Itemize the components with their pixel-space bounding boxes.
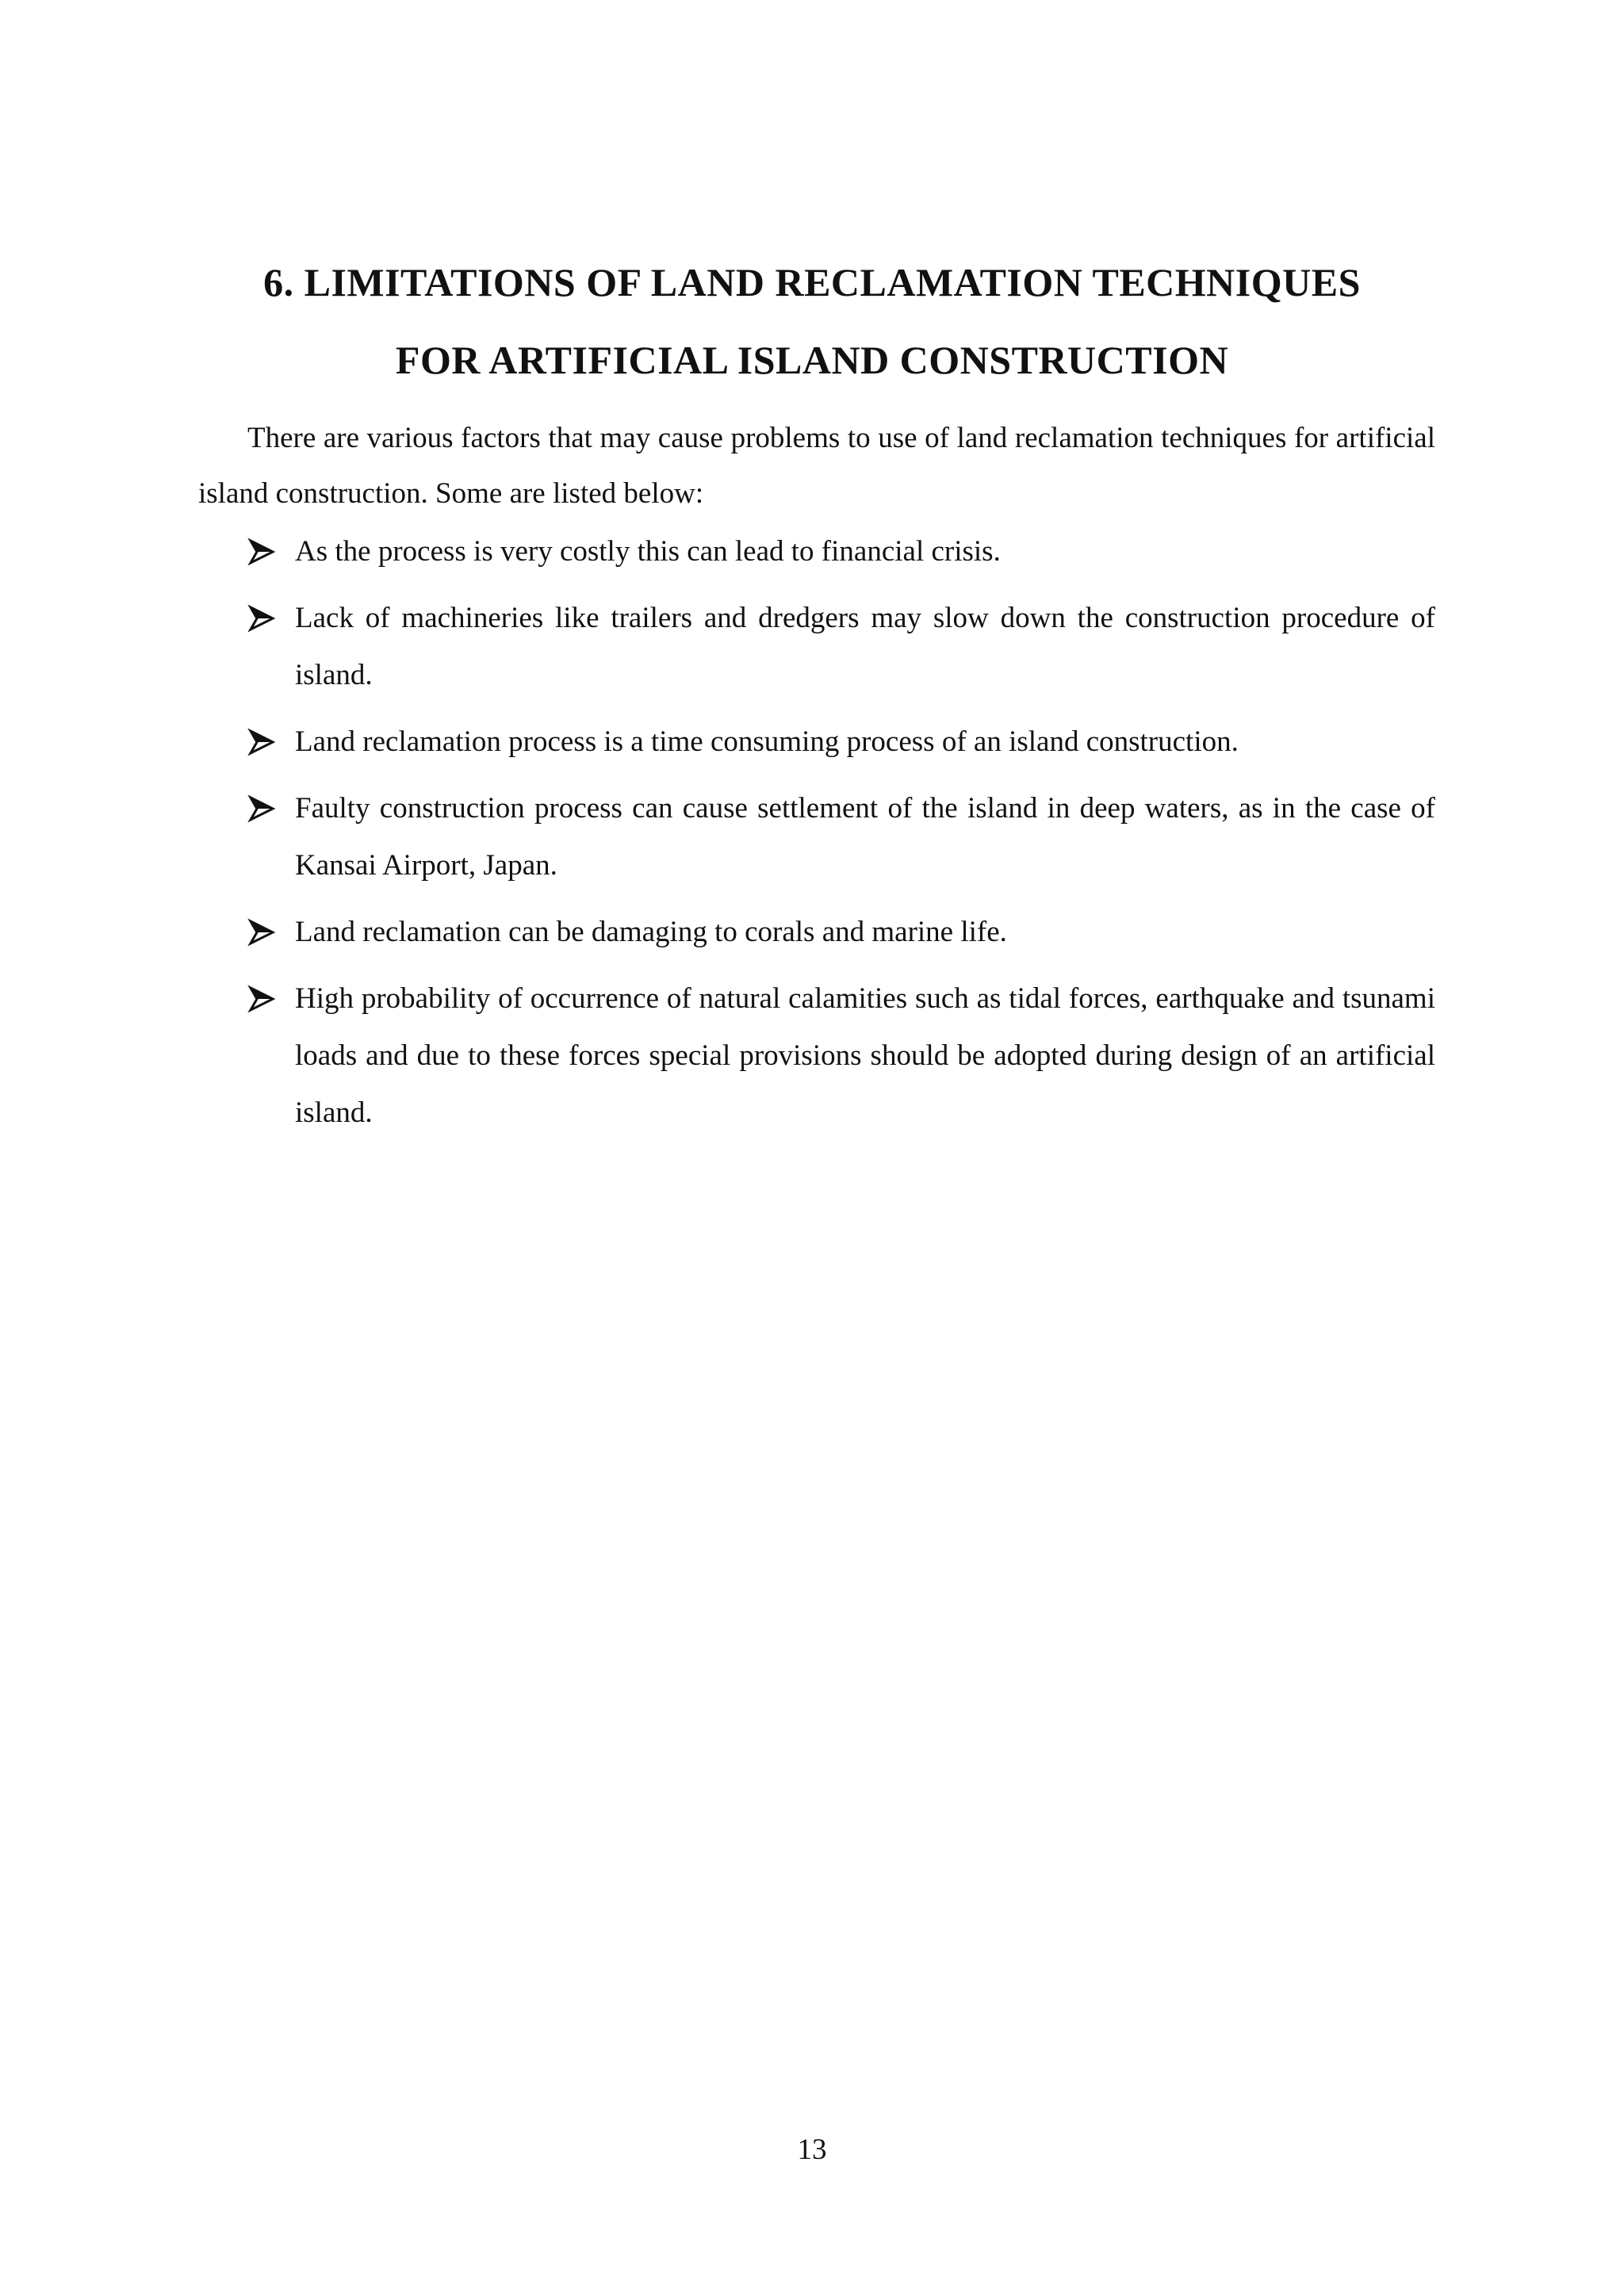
list-item xyxy=(198,714,1435,771)
section-title-line-1: 6. LIMITATIONS OF LAND RECLAMATION TECHNIQUES xyxy=(263,260,1361,304)
list-item-text: As the process is very costly this can lead to financial crisis. xyxy=(295,535,1001,568)
arrowhead-bullet-icon xyxy=(247,794,276,823)
list-item-text: Land reclamation process is a time consuming process of an island construction. xyxy=(295,725,1239,758)
list-item xyxy=(198,523,1435,580)
list-item xyxy=(198,780,1435,894)
intro-paragraph: There are various factors that may cause problems to use of land reclamation techniques for artificial island construction. Some are listed below: xyxy=(198,422,1435,510)
page-number: 13 xyxy=(797,2133,827,2166)
limitations-list xyxy=(198,523,1435,1151)
section-title-line-2: FOR ARTIFICIAL ISLAND CONSTRUCTION xyxy=(395,338,1229,382)
arrowhead-bullet-icon xyxy=(247,728,276,756)
arrowhead-bullet-icon xyxy=(247,985,276,1013)
list-item xyxy=(198,590,1435,704)
list-item-text: Land reclamation can be damaging to corals and marine life. xyxy=(295,916,1007,948)
list-item-text: Lack of machineries like trailers and dredgers may slow down the construction procedure of island. xyxy=(295,602,1435,691)
arrowhead-bullet-icon xyxy=(247,538,276,566)
list-item xyxy=(198,904,1435,961)
arrowhead-bullet-icon xyxy=(247,604,276,633)
list-item-text: Faulty construction process can cause settlement of the island in deep waters, as in the case of Kansai Airport, Japan. xyxy=(295,792,1435,882)
list-item-text: High probability of occurrence of natural calamities such as tidal forces, earthquake and tsunami loads and due to these forces special provisions should be adopted during design of an artificial island. xyxy=(295,982,1435,1129)
arrowhead-bullet-icon xyxy=(247,918,276,947)
list-item xyxy=(198,970,1435,1142)
